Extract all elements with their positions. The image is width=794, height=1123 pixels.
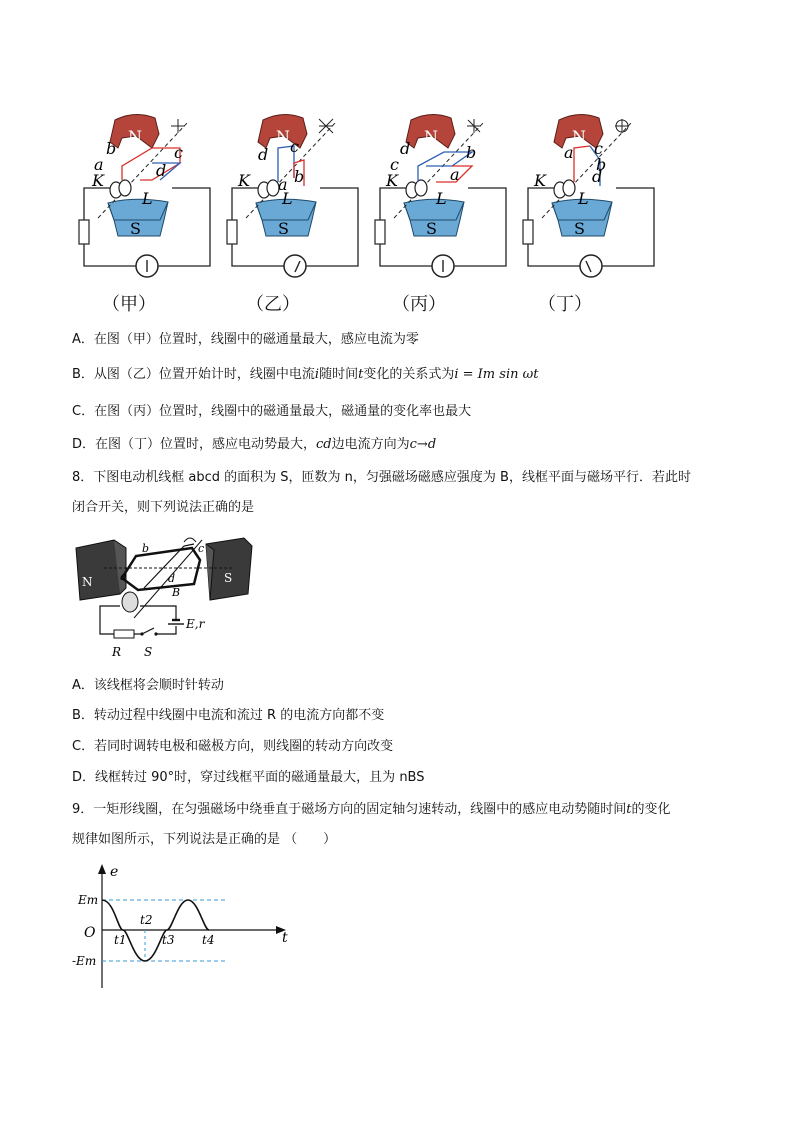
q9-stem-line1 [72, 801, 671, 819]
svg-text:N: N [276, 127, 290, 146]
q9-stem-var-t: t [626, 802, 632, 817]
q9-emf-graph [70, 862, 300, 992]
caption-bing: （丙） [392, 294, 446, 315]
svg-text:b: b [466, 143, 477, 162]
svg-text:O: O [84, 925, 96, 941]
q9-stem-line1-pre: 9．一矩形线圈，在匀强磁场中绕垂直于磁场方向的固定轴匀速转动，线圈中的感应电动势随时间 [72, 802, 627, 817]
q8-stem-line2: 闭合开关，则下列说法正确的是 [72, 500, 255, 515]
svg-text:t3: t3 [162, 933, 175, 947]
caption-ding: （丁） [538, 294, 592, 315]
svg-text:e: e [110, 864, 119, 880]
q8-option-b: B．转动过程中线圈中电流和流过 R 的电流方向都不变 [72, 708, 385, 723]
svg-text:K: K [386, 171, 398, 190]
q8-option-a: A．该线框将会顺时针转动 [72, 678, 224, 693]
svg-text:d: d [400, 139, 411, 158]
svg-text:c: c [390, 155, 399, 174]
svg-text:c: c [174, 143, 183, 162]
svg-text:t2: t2 [140, 913, 153, 927]
svg-text:S: S [574, 219, 585, 238]
svg-text:S: S [224, 571, 233, 585]
svg-text:K: K [238, 171, 250, 190]
q8-option-c: C．若同时调转电极和磁极方向，则线圈的转动方向改变 [72, 739, 394, 754]
svg-text:d: d [258, 145, 269, 164]
svg-text:S: S [144, 645, 153, 659]
svg-text:c: c [198, 542, 205, 555]
svg-text:c: c [290, 137, 299, 156]
svg-text:L: L [142, 189, 153, 208]
q7-option-d-pre: D．在图（丁）位置时，感应电动势最大， [72, 437, 317, 452]
svg-text:a: a [278, 175, 288, 194]
q7-option-b-pre: B．从图（乙）位置开始计时，线圈中电流 [72, 367, 315, 382]
q7-option-b-var-t: t [358, 367, 364, 382]
svg-text:d: d [156, 161, 167, 180]
svg-text:t4: t4 [202, 933, 215, 947]
q9-stem-line2: 规律如图所示，下列说法是正确的是 （ ） [72, 832, 337, 847]
svg-text:a: a [120, 570, 127, 583]
q7-option-d [72, 436, 436, 454]
q8-motor-figure [74, 530, 264, 662]
svg-text:B: B [172, 586, 181, 599]
q7-option-b [72, 366, 538, 384]
q7-option-d-dir: c→d [409, 437, 437, 452]
q7-option-b-var-i: i [314, 367, 320, 382]
svg-text:a: a [450, 165, 460, 184]
svg-text:S: S [278, 219, 289, 238]
q7-option-c: C．在图（丙）位置时，线圈中的磁通量最大，磁通量的变化率也最大 [72, 404, 472, 419]
svg-text:N: N [128, 127, 142, 146]
svg-text:a: a [94, 155, 104, 174]
caption-jia: （甲） [102, 294, 156, 315]
svg-text:b: b [142, 542, 150, 555]
svg-text:N: N [572, 127, 586, 146]
svg-text:R: R [112, 645, 122, 659]
q7-option-a: A．在图（甲）位置时，线圈中的磁通量最大，感应电流为零 [72, 332, 419, 347]
svg-text:c: c [594, 139, 603, 158]
svg-text:K: K [534, 171, 546, 190]
svg-text:d: d [168, 572, 176, 585]
caption-yi: （乙） [246, 294, 300, 315]
q7-option-b-formula: i = Im sin ωt [454, 367, 539, 382]
q9-stem-line1-post: 的变化 [631, 802, 671, 817]
svg-text:a: a [564, 143, 574, 162]
q8-stem-line1: 8．下图电动机线框 abcd 的面积为 S，匝数为 n，匀强磁场磁感应强度为 B，线框平面与磁场平行．若此时 [72, 470, 691, 485]
svg-text:L: L [578, 189, 589, 208]
q7-option-b-mid: 随时间 [319, 367, 359, 382]
svg-text:b: b [596, 155, 607, 174]
svg-text:b: b [294, 167, 305, 186]
svg-text:N: N [424, 127, 438, 146]
svg-text:d: d [592, 167, 603, 186]
svg-text:S: S [130, 219, 141, 238]
svg-text:K: K [92, 171, 104, 190]
svg-text:E,r: E,r [186, 617, 205, 631]
svg-text:t1: t1 [114, 933, 127, 947]
q7-option-d-mid: 边电流方向为 [331, 437, 410, 452]
svg-text:S: S [426, 219, 437, 238]
q7-option-b-post: 变化的关系式为 [363, 367, 455, 382]
svg-text:-Em: -Em [72, 954, 97, 968]
svg-text:Em: Em [78, 893, 99, 907]
svg-text:N: N [82, 575, 93, 589]
svg-text:b: b [106, 139, 117, 158]
q8-option-d: D．线框转过 90°时，穿过线框平面的磁通量最大，且为 nBS [72, 770, 425, 785]
svg-text:L: L [282, 189, 293, 208]
q7-option-d-cd: cd [316, 437, 332, 452]
svg-text:t: t [282, 930, 288, 946]
svg-text:L: L [436, 189, 447, 208]
